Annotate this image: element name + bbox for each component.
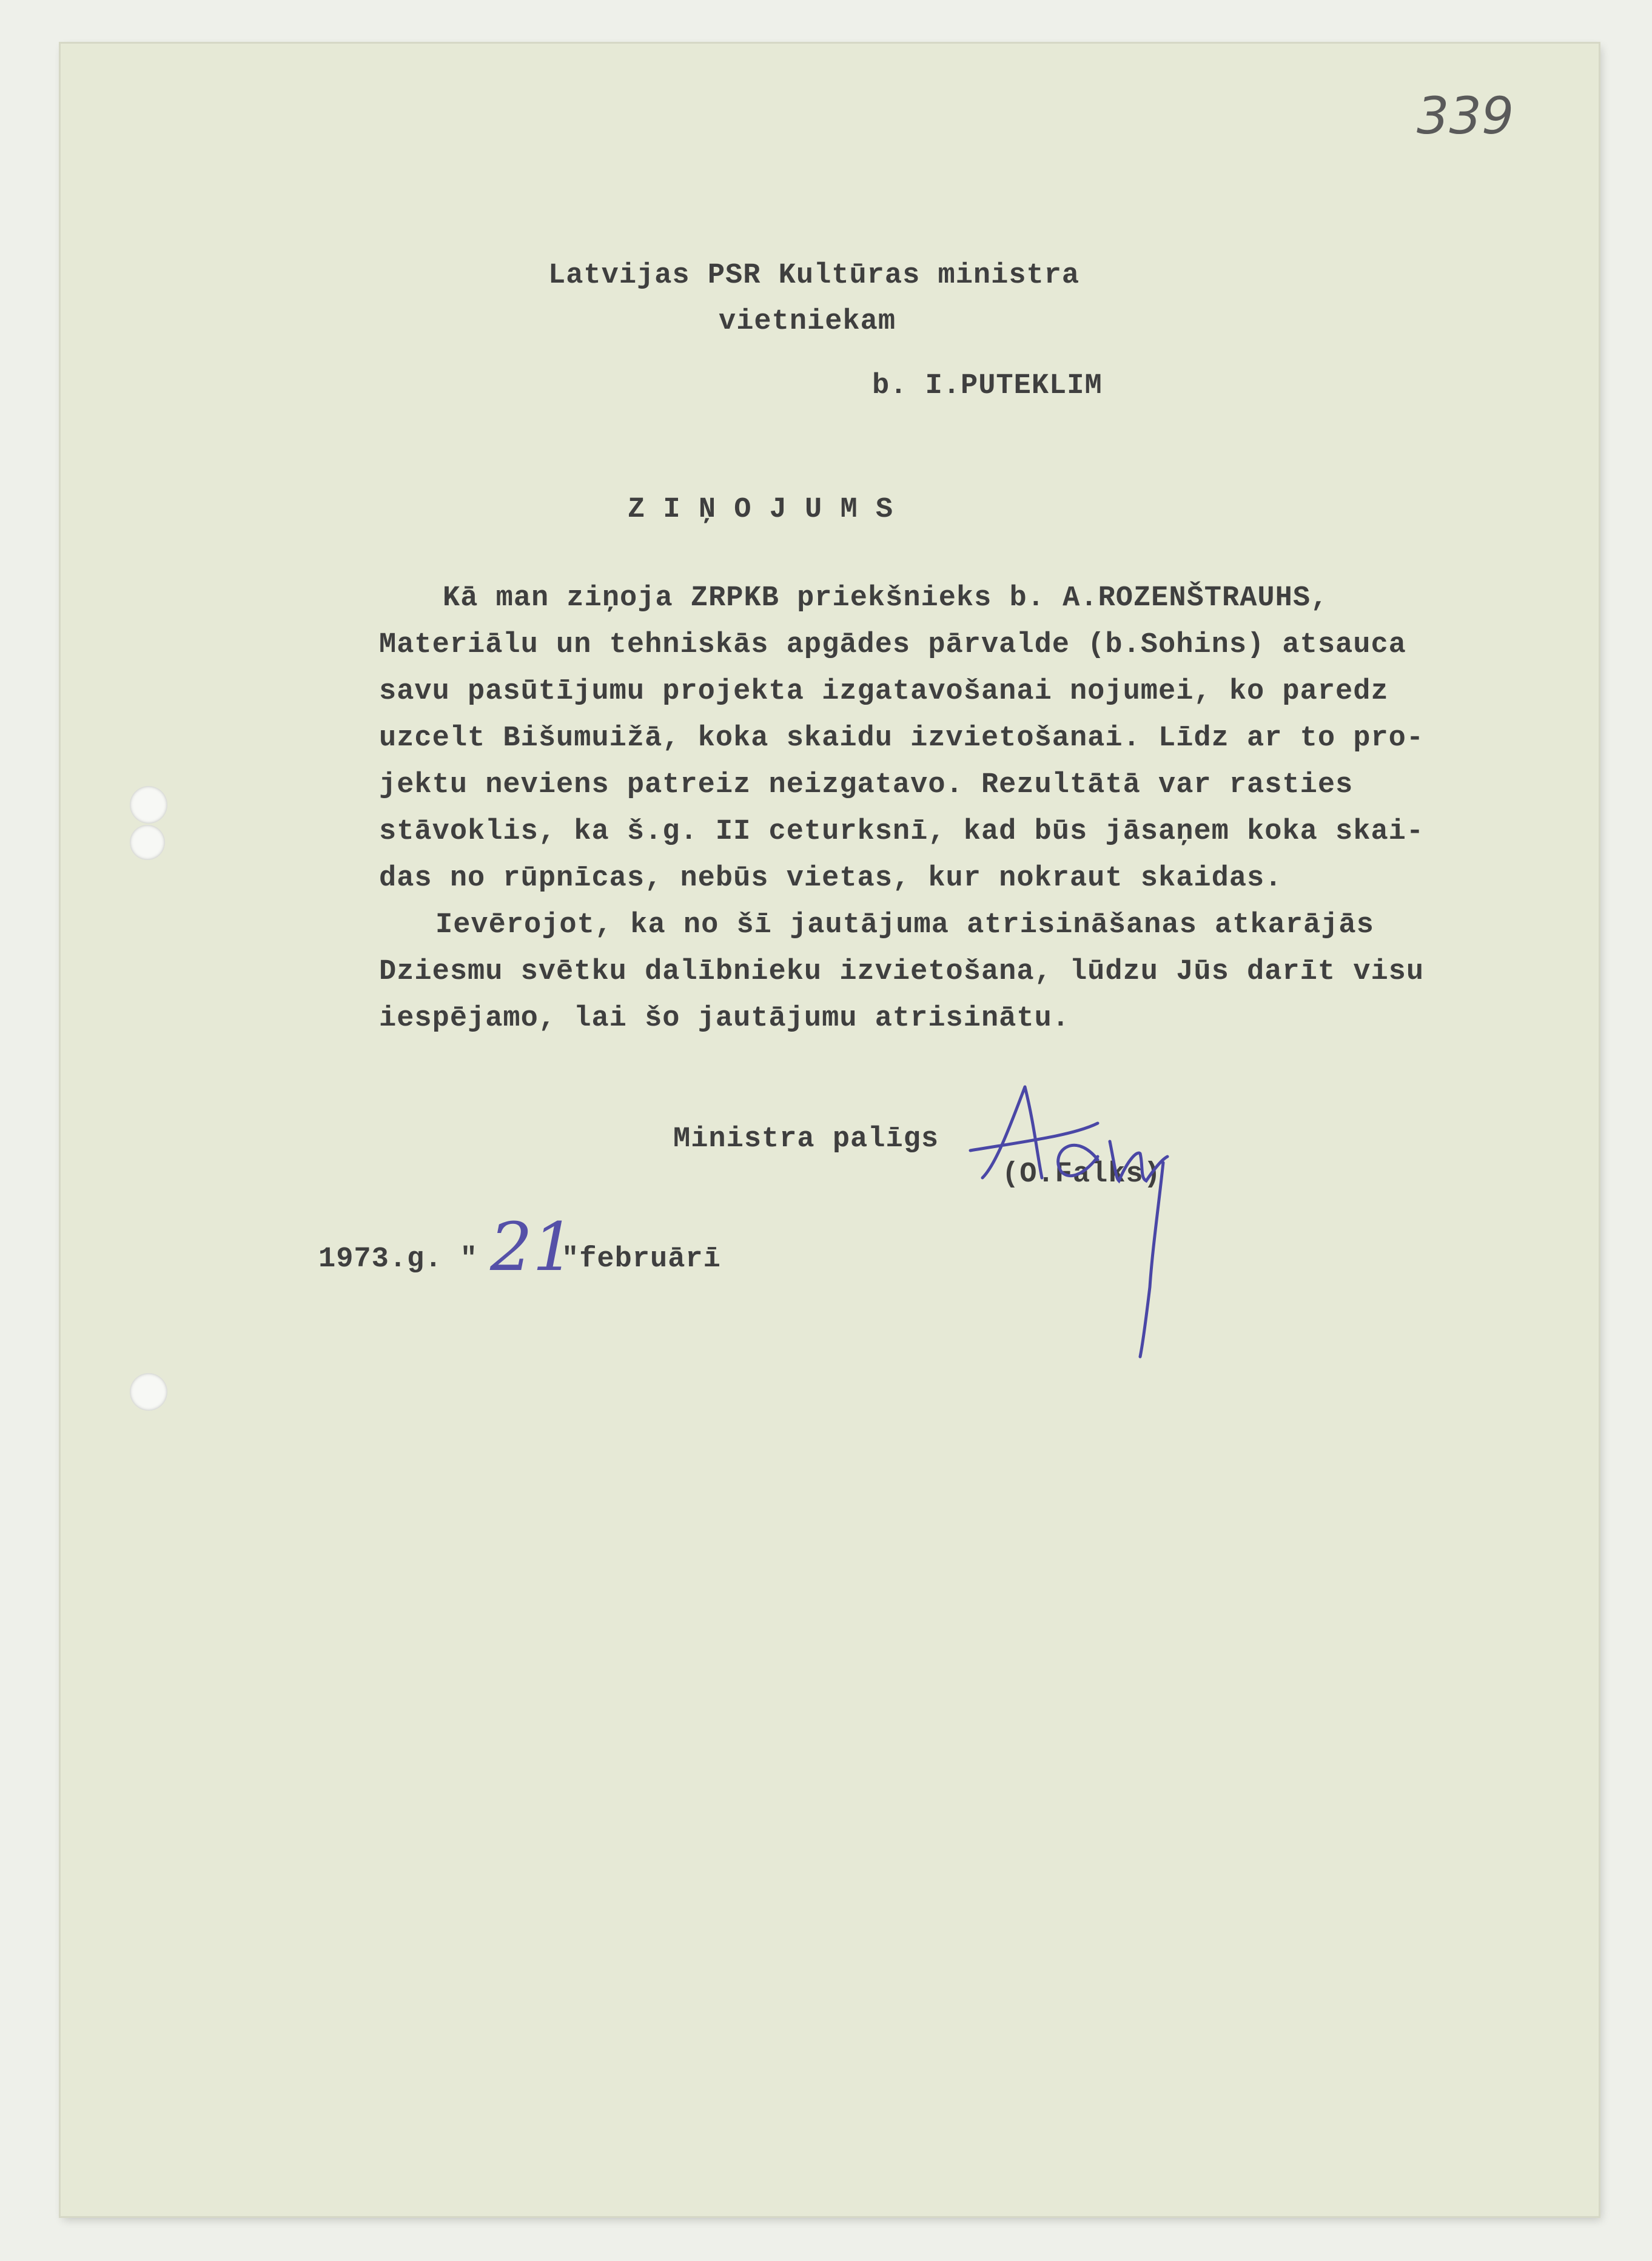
body-line: Materiālu un tehniskās apgādes pārvalde (b.Sohins) atsauca [379,629,1406,661]
body-line: Dziesmu svētku dalībnieku izvietošana, lūdzu Jūs darīt visu [379,956,1425,988]
date-month: "februārī [562,1243,721,1275]
document-page [61,44,1599,2216]
body-line: uzcelt Bišumuižā, koka skaidu izvietošanai. Līdz ar to pro- [379,722,1425,754]
signature-name: (O.Falks) [1002,1158,1161,1191]
punch-hole [130,786,167,824]
punch-hole [130,825,165,860]
body-line: stāvoklis, ka š.g. II ceturksnī, kad būs jāsaņem koka skai- [379,816,1425,848]
body-line: Kā man ziņoja ZRPKB priekšnieks b. A.ROZENŠTRAUHS, [443,582,1329,614]
body-line: iespējamo, lai šo jautājumu atrisinātu. [379,1003,1070,1035]
date-day-handwritten: 21 [490,1208,575,1286]
body-line: Ievērojot, ka no šī jautājuma atrisināšanas atkarājās [435,909,1374,941]
handwritten-signature [934,1050,1249,1390]
addressee-line-2: vietniekam [719,306,896,338]
punch-hole [130,1373,167,1411]
addressee-line-1: Latvijas PSR Kultūras ministra [548,260,1080,292]
document-title: Z I Ņ O J U M S [628,494,894,526]
body-line: das no rūpnīcas, nebūs vietas, kur nokraut skaidas. [379,862,1283,895]
addressee-name: b. I.PUTEKLIM [872,370,1103,402]
folio-number: 339 [1417,86,1514,146]
body-line: jektu neviens patreiz neizgatavo. Rezultātā var rasties [379,769,1354,801]
body-line: savu pasūtījumu projekta izgatavošanai nojumei, ko paredz [379,676,1389,708]
signature-role: Ministra palīgs [673,1123,939,1155]
date-year: 1973.g. " [318,1243,478,1275]
